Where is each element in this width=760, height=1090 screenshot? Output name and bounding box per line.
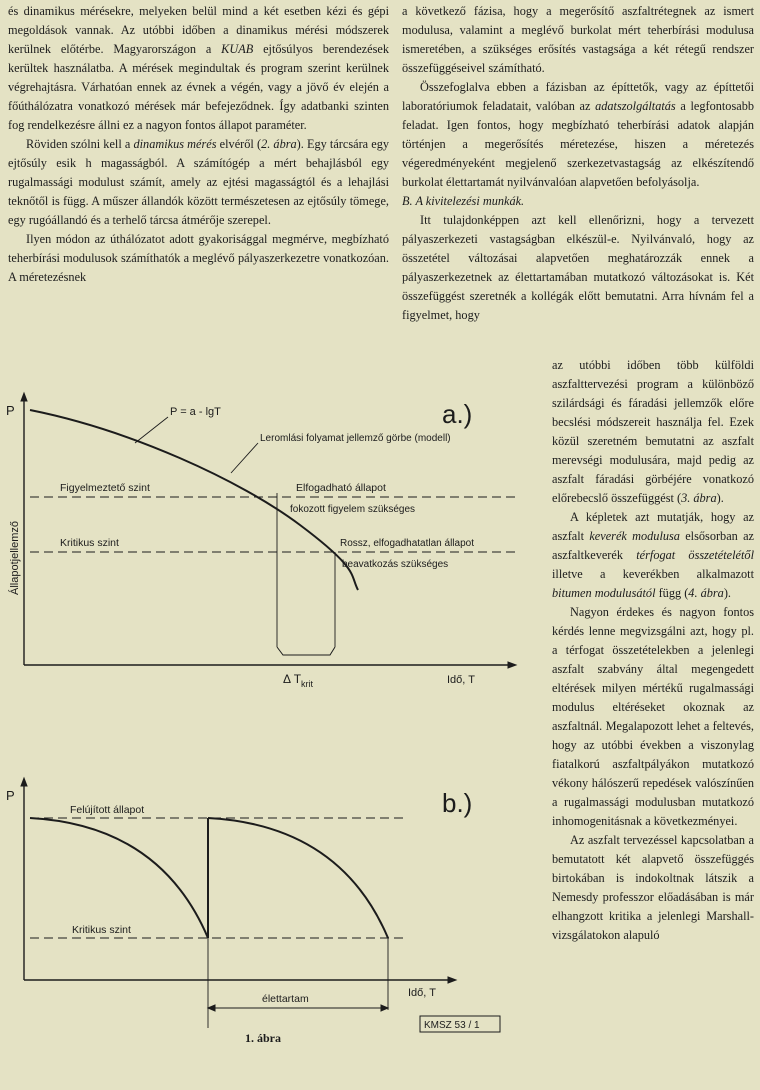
critical-level-label: Kritikus szint	[60, 537, 119, 549]
y-axis-title: Állapotjellemző	[9, 521, 21, 595]
paragraph: Összefoglalva ebben a fázisban az építtetők, vagy az építtetői laboratóriumok feladatait, valóban az adatszolgáltatás a legfontosabb feladat. Igen fontos, hogy megbízható teherbírási adatok alapján történjen a megerősítés méretezése, hiszen a méretezés végeredményeként megjelenő szerkezetvastagság az elkészítendő burkolat élettartamát nyilvánvalóan alapvetően befolyásolja.	[402, 80, 754, 189]
right-column-top	[402, 2, 754, 325]
figure-caption: 1. ábra	[245, 1031, 281, 1045]
panel-label: a.)	[442, 399, 473, 429]
y-axis-letter: P	[6, 403, 15, 418]
lifetime-arrowhead-left	[208, 1005, 215, 1011]
increased-attention-label: fokozott figyelem szükséges	[290, 504, 416, 515]
formula-leader	[135, 417, 168, 443]
lifetime-arrowhead-right	[381, 1005, 388, 1011]
x-axis-arrow	[508, 662, 516, 668]
x-axis-label: Idő, T	[408, 987, 436, 999]
bad-state-label: Rossz, elfogadhatatlan állapot	[340, 538, 474, 549]
deterioration-curve-1	[30, 818, 208, 938]
paragraph: és dinamikus mérésekre, melyeken belül mind a két esetben kézi és gépi megoldások vannak. Az utóbbi időben a dinamikus mérési módszerek kerülnek előtérbe. Magyarországon a KUAB ejtősúlyos berendezések kerültek használatba. A mérések megindultak és program szerint kerülnek végrehajtásra. Várhatóan ennek az évnek a végén, vagy a jövő év elején a főúthálózatra vonatkozó mérések már befejeződnek. Így adatbanki szinten fog rendelkezésre állni ez a nagyon fontos állapot paraméter.	[8, 4, 389, 132]
paragraph: Az aszfalt tervezéssel kapcsolatban a bemutatott két alapvető összefüggés birtokában is indokoltnak látszik a Nemesdy professzor előadásában is már elhangzott kritika a jelenlegi Marshall-vizsgálatokon alapuló	[552, 833, 754, 942]
figure-a-chart	[0, 385, 545, 710]
lifetime-label: élettartam	[262, 993, 309, 1005]
formula-label: P = a - lgT	[170, 406, 221, 418]
curve-leader	[231, 443, 258, 473]
figure-b-chart	[0, 770, 545, 1060]
paragraph: a következő fázisa, hogy a megerősítő aszfaltrétegnek az ismert modulusa, valamint a meglévő burkolat mért teherbírási modulusa ismeretében, a szükséges erősítés vastagsága a két rétegű rendszer összefüggéseivel számítható.	[402, 4, 754, 75]
y-axis-letter: P	[6, 788, 15, 803]
warning-level-label: Figyelmeztető szint	[60, 482, 150, 494]
section-heading: B. A kivitelezési munkák.	[402, 194, 525, 208]
restored-state-label: Felújított állapot	[70, 804, 145, 816]
stamp-label: KMSZ 53 / 1	[424, 1020, 480, 1031]
y-axis-arrow	[21, 393, 27, 401]
x-axis-arrow	[448, 977, 456, 983]
intervention-label: beavatkozás szükséges	[342, 559, 449, 570]
left-column	[8, 2, 389, 287]
delta-label: Δ $T_{krit}$	[283, 672, 314, 689]
curve-label: Leromlási folyamat jellemző görbe (modell)	[260, 433, 451, 444]
paragraph: A képletek azt mutatják, hogy az aszfalt keverék modulusa elsősorban az aszfaltkeverék térfogat összetételétől illetve a keverékben alkalmazott bitumen modulusától függ (4. ábra).	[552, 510, 754, 600]
right-column-narrow	[552, 356, 754, 945]
paragraph: Röviden szólni kell a dinamikus mérés elvéről (2. ábra). Egy tárcsára egy ejtősúly esik h magasságból. A számítógép a mért behajlásból egy rugalmassági modulust számít, amely az ejtési magasságtól és a lehajlási teknőtől is függ. A műszer állandók között természetesen az ejtősúly tömege, egy rugóállandó és a terhelő tárcsa átmérője szerepel.	[8, 137, 390, 227]
paragraph: az utóbbi időben több külföldi aszfalttervezési program a különböző szilárdsági és fáradási jellemzők előre becslési módszereit használja fel. Ezek közül szeretném bemutatni az aszfalt merevségi modulusára, majd pedig az aszfalt fáradási görbéjére vonatkozó előrebecslő összefüggést (3. ábra).	[552, 358, 754, 505]
x-axis-label: Idő, T	[447, 674, 475, 686]
critical-level-label: Kritikus szint	[72, 924, 131, 936]
acceptable-state-label: Elfogadható állapot	[296, 482, 386, 494]
y-axis-arrow	[21, 778, 27, 786]
panel-label: b.)	[442, 788, 473, 818]
paragraph: Nagyon érdekes és nagyon fontos kérdés lenne megvizsgálni azt, hogy pl. a térfogat összetételekben a jelenlegi aszfalt szabvány által megengedett eltérések milyen mértékű rugalmassági modulus eltéréseket okoznak az aszfaltnál. Megalapozott lehet a feltevés, hogy az utóbbi években a viszonylag fiatalkorú aszfaltpályákon mutatkozó vékony hálószerű repedések valószínűen a rugalmassági modulusban mutatkozó inhomogenitásnak a következményei.	[552, 605, 754, 828]
paragraph: Itt tulajdonképpen azt kell ellenőrizni, hogy a tervezett pályaszerkezeti vastagságban elkészül-e. Nyilvánvaló, hogy az összetétel változásai alapvetően meghatározzák ennek a pályaszerkezetnek az élettartamában mutatkozó változásokat is. Két összefüggést szeretnék a kollégák előtt bemutatni. Arra hívnám fel a figyelmet, hogy	[402, 213, 754, 322]
deterioration-curve-2	[208, 818, 388, 938]
delta-bracket	[277, 647, 335, 655]
paragraph: Ilyen módon az úthálózatot adott gyakorisággal megmérve, megbízható teherbírási modulusok számíthatók a meglévő pályaszerkezetre vonatkozóan. A méretezésnek	[8, 232, 389, 284]
